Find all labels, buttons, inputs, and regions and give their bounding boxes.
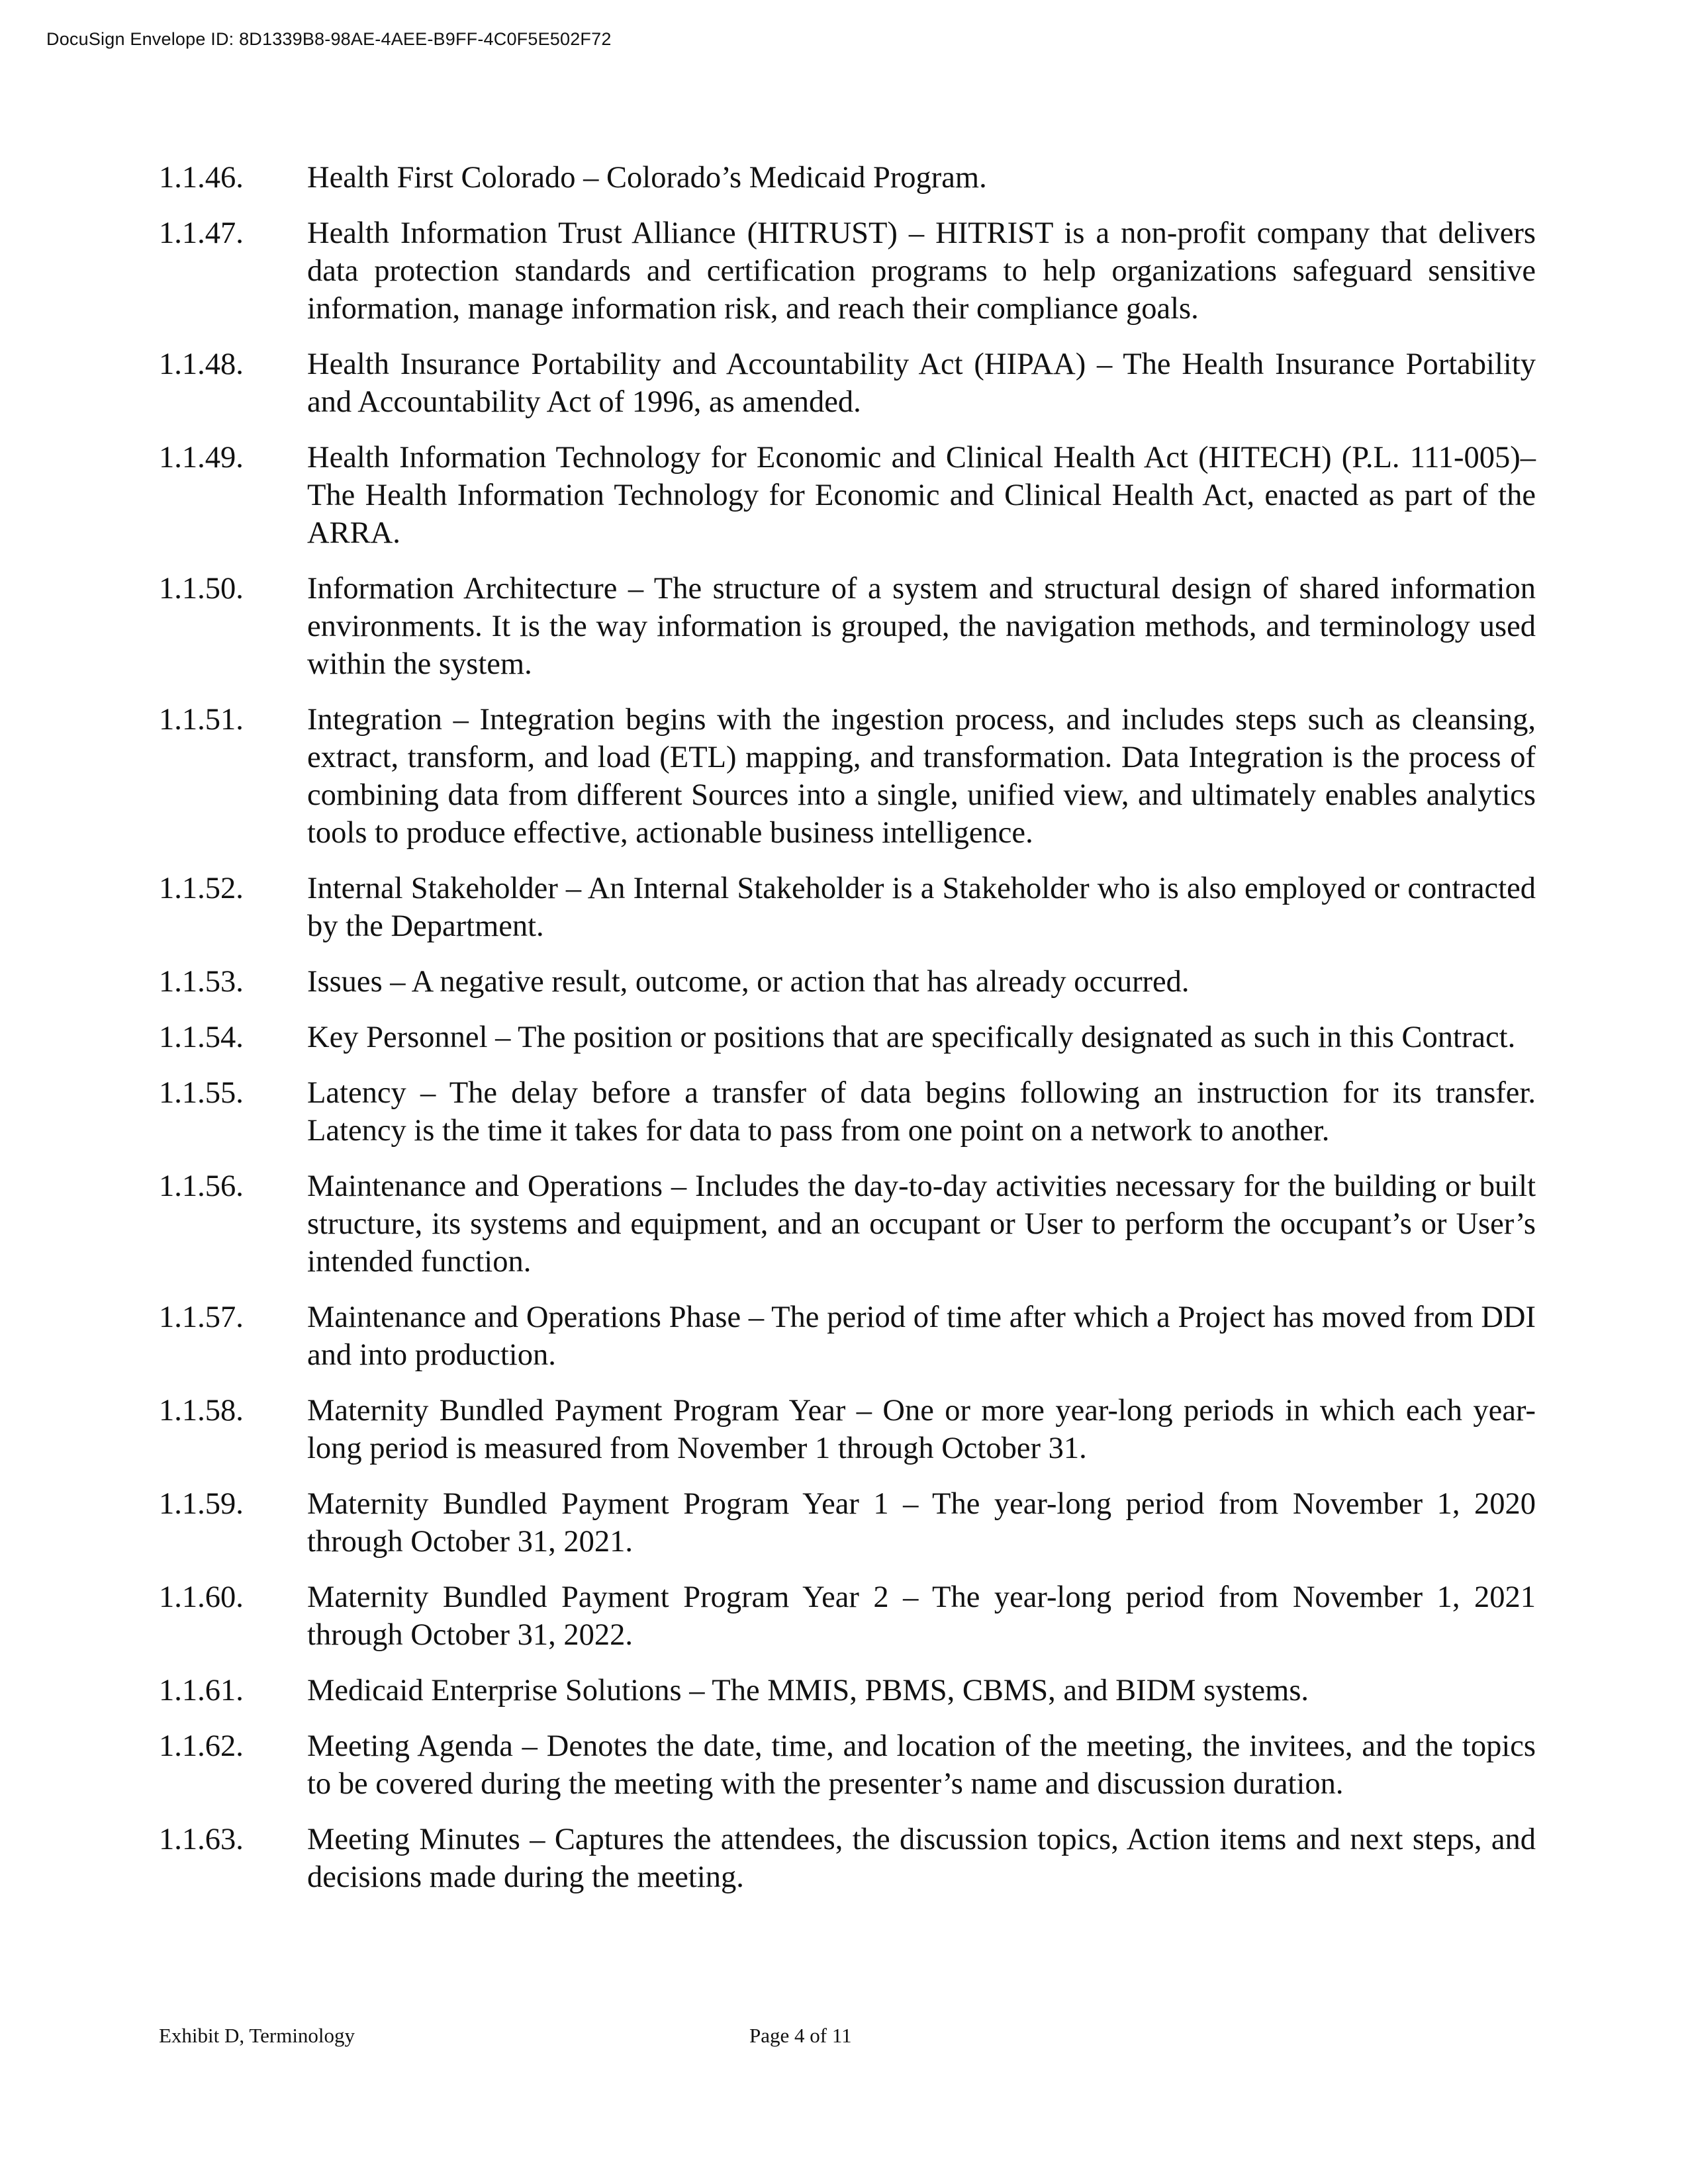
definition-text: Health Information Trust Alliance (HITRUST) – HITRIST is a non-profit company that delivers data protection standards and certification programs to help organizations safeguard sensitive information, manage information risk, and reach their compliance goals. [307,216,1536,326]
definition-text: Internal Stakeholder – An Internal Stakeholder is a Stakeholder who is also employed or contracted by the Department. [307,872,1536,943]
footer-exhibit-label: Exhibit D, Terminology [159,2024,355,2047]
definition-item [159,1578,1536,1654]
definitions-list [159,159,1536,1914]
definition-number: 1.1.48. [159,347,244,381]
footer-page-number: Page 4 of 11 [749,2024,852,2047]
definition-item [159,701,1536,852]
definition-item [159,1392,1536,1467]
definition-text: Key Personnel – The position or positions that are specifically designated as such in this Contract. [307,1021,1516,1054]
definition-number: 1.1.63. [159,1823,244,1856]
definition-item [159,1019,1536,1056]
definition-number: 1.1.56. [159,1169,244,1203]
envelope-id: DocuSign Envelope ID: 8D1339B8-98AE-4AEE-B9FF-4C0F5E502F72 [46,29,612,49]
definition-item [159,1672,1536,1709]
definition-item [159,214,1536,328]
definition-text: Meeting Agenda – Denotes the date, time, and location of the meeting, the invitees, and the topics to be covered during the meeting with the presenter’s name and discussion duration. [307,1729,1536,1801]
definition-text: Meeting Minutes – Captures the attendees, the discussion topics, Action items and next steps, and decisions made during the meeting. [307,1823,1536,1894]
definition-number: 1.1.54. [159,1021,244,1054]
definition-text: Maintenance and Operations Phase – The period of time after which a Project has moved from DDI and into production. [307,1300,1536,1372]
definition-text: Integration – Integration begins with the ingestion process, and includes steps such as cleansing, extract, transform, and load (ETL) mapping, and transformation. Data Integration is the process of combining data from different Sources into a single, unified view, and ultimately enables analytics tools to produce effective, actionable business intelligence. [307,703,1536,850]
definition-text: Latency – The delay before a transfer of data begins following an instruction for its transfer. Latency is the time it takes for data to pass from one point on a network to another. [307,1076,1536,1148]
definition-number: 1.1.49. [159,441,244,475]
definition-item [159,1821,1536,1896]
definition-text: Medicaid Enterprise Solutions – The MMIS, PBMS, CBMS, and BIDM systems. [307,1674,1309,1707]
definition-text: Maintenance and Operations – Includes the day-to-day activities necessary for the building or built structure, its systems and equipment, and an occupant or User to perform the occupant’s or User’s intended function. [307,1169,1536,1279]
definition-number: 1.1.53. [159,965,244,999]
definition-number: 1.1.62. [159,1729,244,1763]
definition-text: Maternity Bundled Payment Program Year 1 – The year-long period from November 1, 2020 through October 31, 2021. [307,1487,1536,1559]
definition-item [159,1298,1536,1374]
definition-item [159,1485,1536,1561]
definition-item [159,1727,1536,1803]
definition-item [159,159,1536,197]
definition-number: 1.1.57. [159,1300,244,1334]
definition-text: Maternity Bundled Payment Program Year – One or more year-long periods in which each year-long period is measured from November 1 through October 31. [307,1394,1536,1465]
definition-number: 1.1.50. [159,572,244,606]
definition-number: 1.1.61. [159,1674,244,1707]
definition-number: 1.1.52. [159,872,244,905]
definition-text: Information Architecture – The structure of a system and structural design of shared information environments. It is the way information is grouped, the navigation methods, and terminology used within the system. [307,572,1536,681]
definition-text: Health Insurance Portability and Accountability Act (HIPAA) – The Health Insurance Portability and Accountability Act of 1996, as amended. [307,347,1536,419]
definition-item [159,570,1536,683]
definition-text: Maternity Bundled Payment Program Year 2 – The year-long period from November 1, 2021 through October 31, 2022. [307,1580,1536,1652]
definition-number: 1.1.47. [159,216,244,250]
definition-number: 1.1.58. [159,1394,244,1428]
definition-number: 1.1.59. [159,1487,244,1521]
definition-text: Health Information Technology for Economic and Clinical Health Act (HITECH) (P.L. 111-005)– The Health Information Technology for Economic and Clinical Health Act, enacted as part of the ARRA. [307,441,1536,550]
definition-item [159,345,1536,421]
definition-number: 1.1.60. [159,1580,244,1614]
definition-item [159,870,1536,945]
definition-item [159,1167,1536,1281]
definition-item [159,963,1536,1001]
definition-text: Health First Colorado – Colorado’s Medicaid Program. [307,161,987,195]
definition-text: Issues – A negative result, outcome, or action that has already occurred. [307,965,1190,999]
definition-item [159,1074,1536,1150]
definition-number: 1.1.55. [159,1076,244,1110]
definition-item [159,439,1536,552]
definition-number: 1.1.51. [159,703,244,737]
definition-number: 1.1.46. [159,161,244,195]
